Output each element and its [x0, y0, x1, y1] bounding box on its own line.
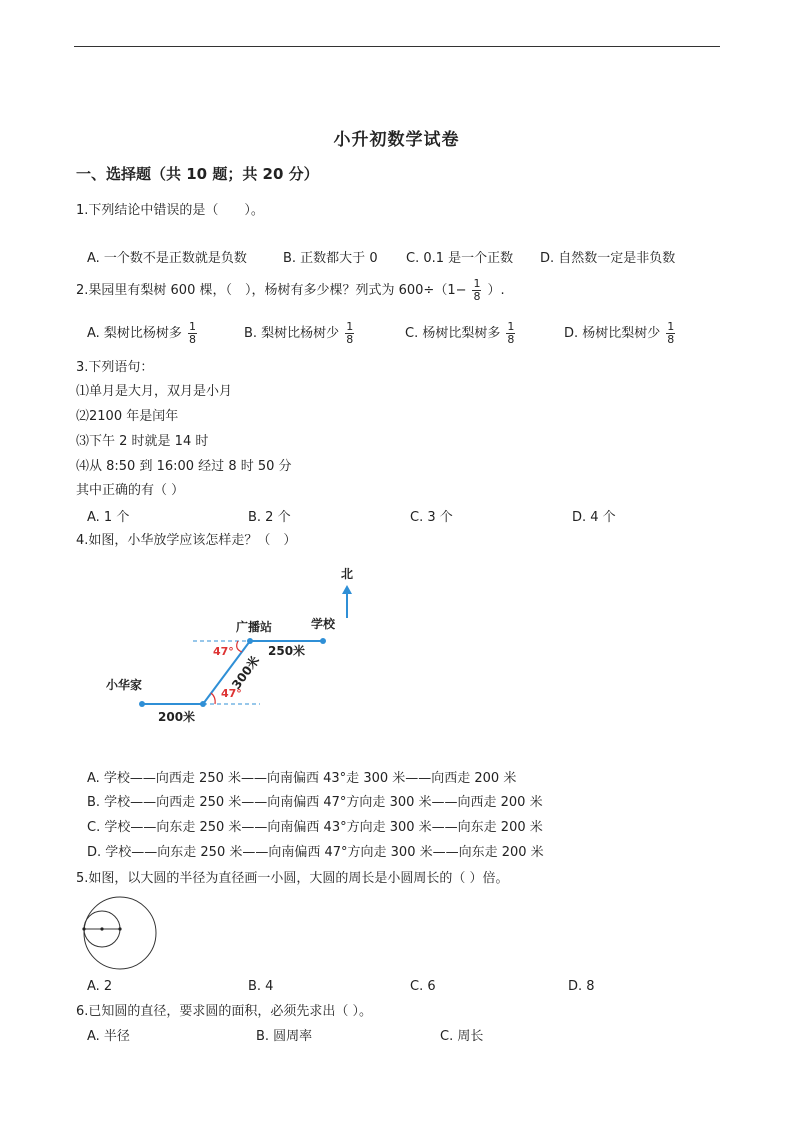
- home-label: 小华家: [106, 678, 143, 692]
- school-point: [320, 638, 326, 644]
- home-point: [139, 701, 145, 707]
- q1-option-d[interactable]: D. 自然数一定是非负数: [540, 251, 676, 266]
- q1-stem: 1.下列结论中错误的是（ ）。: [76, 203, 264, 218]
- q5-stem: 5.如图，以大圆的半径为直径画一小圆，大圆的周长是小圆周长的（ ）倍。: [76, 871, 509, 886]
- q4-option-d[interactable]: D. 学校——向东走 250 米——向南偏西 47°方向走 300 米——向东走 200 米: [87, 845, 544, 860]
- large-center-point: [118, 927, 121, 930]
- fraction-numerator: 1: [667, 320, 675, 333]
- fraction-denominator: 8: [667, 333, 675, 346]
- q5-circle-diagram: [80, 893, 160, 973]
- q5-option-a[interactable]: A. 2: [87, 979, 113, 994]
- q3-tail: 其中正确的有（ ）: [76, 483, 185, 498]
- q2-stem-tail: ）.: [487, 283, 505, 298]
- diameter-end-point: [82, 927, 85, 930]
- q2-option-c-label: C. 杨树比梨树多: [405, 326, 501, 341]
- q5-option-c[interactable]: C. 6: [410, 979, 436, 994]
- q2-option-b-label: B. 梨树比杨树少: [244, 326, 340, 341]
- q1-option-a[interactable]: A. 一个数不是正数就是负数: [87, 251, 247, 266]
- station-label: 广播站: [236, 620, 273, 634]
- page-title: 小升初数学试卷: [333, 130, 460, 150]
- q3-option-a[interactable]: A. 1 个: [87, 510, 130, 525]
- north-arrow-icon: [342, 585, 352, 594]
- distance-250-label: 250米: [268, 644, 306, 658]
- section-heading: 一、选择题（共 10 题；共 20 分）: [76, 165, 319, 183]
- q6-option-c[interactable]: C. 周长: [440, 1029, 484, 1044]
- q6-stem: 6.已知圆的直径，要求圆的面积，必须先求出（ ）。: [76, 1004, 373, 1019]
- q1-option-b[interactable]: B. 正数都大于 0: [283, 251, 378, 266]
- small-center-point: [100, 927, 103, 930]
- turn-point: [200, 701, 206, 707]
- q5-option-d[interactable]: D. 8: [568, 979, 595, 994]
- q4-stem: 4.如图，小华放学应该怎样走？（ ）: [76, 533, 297, 548]
- q3-option-b[interactable]: B. 2 个: [248, 510, 291, 525]
- distance-200-label: 200米: [158, 710, 196, 724]
- fraction-denominator: 8: [473, 290, 481, 303]
- q1-option-c[interactable]: C. 0.1 是一个正数: [406, 251, 514, 266]
- fraction-numerator: 1: [188, 320, 196, 333]
- north-label: 北: [340, 567, 354, 581]
- angle-label-turn: 47°: [221, 687, 242, 700]
- school-label: 学校: [311, 617, 336, 631]
- fraction-denominator: 8: [507, 333, 515, 346]
- q2-option-d-label: D. 杨树比梨树少: [564, 326, 661, 341]
- q6-option-b[interactable]: B. 圆周率: [256, 1029, 313, 1044]
- q2-stem-text: 2.果园里有梨树 600 棵，（ ），杨树有多少棵？列式为 600÷（1−: [76, 283, 467, 298]
- q4-option-b[interactable]: B. 学校——向西走 250 米——向南偏西 47°方向走 300 米——向西走 200 米: [87, 795, 543, 810]
- angle-arc-station: [237, 641, 242, 652]
- angle-label-station: 47°: [213, 645, 234, 658]
- q4-option-c[interactable]: C. 学校——向东走 250 米——向南偏西 43°方向走 300 米——向东走 200 米: [87, 820, 543, 835]
- station-point: [247, 638, 253, 644]
- q3-item-1: ⑴单月是大月，双月是小月: [76, 384, 233, 399]
- q3-item-3: ⑶下午 2 时就是 14 时: [76, 434, 209, 449]
- q4-option-a[interactable]: A. 学校——向西走 250 米——向南偏西 43°走 300 米——向西走 200 米: [87, 771, 517, 786]
- angle-arc-turn: [211, 693, 215, 704]
- q5-option-b[interactable]: B. 4: [248, 979, 274, 994]
- q3-item-2: ⑵2100 年是闰年: [76, 409, 179, 424]
- q2-option-a-label: A. 梨树比杨树多: [87, 326, 182, 341]
- distance-300-label: 300米: [229, 653, 263, 692]
- q6-option-a[interactable]: A. 半径: [87, 1029, 130, 1044]
- q3-option-d[interactable]: D. 4 个: [572, 510, 616, 525]
- fraction-numerator: 1: [473, 277, 481, 290]
- fraction-numerator: 1: [346, 320, 354, 333]
- q3-option-c[interactable]: C. 3 个: [410, 510, 453, 525]
- fraction-denominator: 8: [188, 333, 196, 346]
- q3-stem: 3.下列语句：: [76, 360, 154, 375]
- fraction-denominator: 8: [346, 333, 354, 346]
- fraction-numerator: 1: [507, 320, 515, 333]
- q3-item-4: ⑷从 8:50 到 16:00 经过 8 时 50 分: [76, 459, 292, 474]
